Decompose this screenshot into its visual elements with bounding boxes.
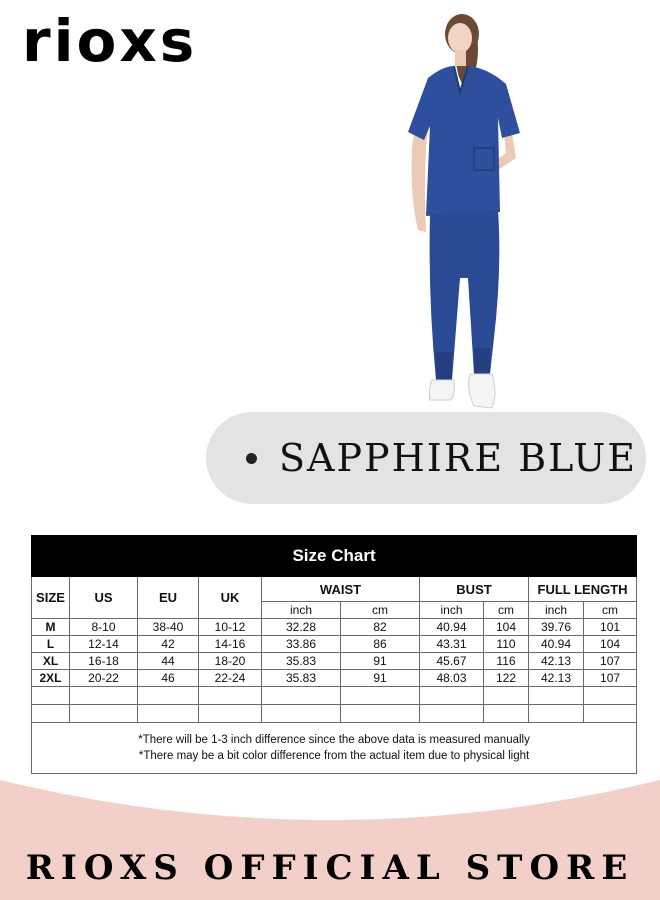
cell-uk: 22-24 [199,670,262,687]
color-name: SAPPHIRE BLUE [279,436,638,480]
cell-length-cm: 107 [584,670,637,687]
cell-length-inch: 42.13 [529,670,584,687]
cell-bust-inch: 40.94 [420,619,484,636]
model-photo [398,8,538,410]
header-waist: WAIST [262,577,420,602]
cell-bust-inch: 48.03 [420,670,484,687]
cell-length-inch: 40.94 [529,636,584,653]
cell-length-cm: 104 [584,636,637,653]
table-row [32,653,637,670]
header-size: SIZE [32,577,70,619]
cell-waist-cm: 86 [341,636,420,653]
bullet-icon [246,453,257,464]
cell-us: 20-22 [70,670,138,687]
color-label-pill [206,412,646,504]
table-row [32,670,637,687]
header-uk: UK [199,577,262,619]
cell-length-cm: 107 [584,653,637,670]
cell-uk: 14-16 [199,636,262,653]
cell-us: 16-18 [70,653,138,670]
size-chart-notes [32,723,637,774]
cell-eu: 42 [138,636,199,653]
cell-uk: 10-12 [199,619,262,636]
cell-waist-inch: 35.83 [262,670,341,687]
cell-waist-inch: 32.28 [262,619,341,636]
cell-bust-inch: 43.31 [420,636,484,653]
cell-eu: 38-40 [138,619,199,636]
empty-row [32,687,637,705]
cell-waist-cm: 91 [341,653,420,670]
size-chart-title: Size Chart [32,536,637,577]
cell-length-cm: 101 [584,619,637,636]
cell-waist-inch: 35.83 [262,653,341,670]
cell-size: XL [32,653,70,670]
header-full-length: FULL LENGTH [529,577,637,602]
brand-logo: rioxs [22,7,198,75]
cell-bust-cm: 122 [484,670,529,687]
unit-inch: inch [262,602,341,619]
header-us: US [70,577,138,619]
cell-length-inch: 39.76 [529,619,584,636]
unit-cm: cm [584,602,637,619]
cell-us: 8-10 [70,619,138,636]
cell-bust-cm: 104 [484,619,529,636]
header-eu: EU [138,577,199,619]
cell-size: 2XL [32,670,70,687]
note-line: *There may be a bit color difference from the actual item due to physical light [138,750,530,762]
cell-bust-cm: 110 [484,636,529,653]
cell-eu: 44 [138,653,199,670]
cell-bust-cm: 116 [484,653,529,670]
size-chart-table [31,535,637,774]
unit-cm: cm [341,602,420,619]
cell-us: 12-14 [70,636,138,653]
cell-waist-inch: 33.86 [262,636,341,653]
store-name: RIOXS OFFICIAL STORE [25,848,635,888]
cell-eu: 46 [138,670,199,687]
unit-cm: cm [484,602,529,619]
footer-banner [0,770,660,900]
cell-length-inch: 42.13 [529,653,584,670]
unit-inch: inch [420,602,484,619]
empty-row [32,705,637,723]
header-bust: BUST [420,577,529,602]
note-line: *There will be 1-3 inch difference since the above data is measured manually [138,734,530,746]
cell-waist-cm: 91 [341,670,420,687]
cell-uk: 18-20 [199,653,262,670]
table-row [32,636,637,653]
cell-bust-inch: 45.67 [420,653,484,670]
cell-size: L [32,636,70,653]
unit-inch: inch [529,602,584,619]
table-row [32,619,637,636]
cell-size: M [32,619,70,636]
cell-waist-cm: 82 [341,619,420,636]
